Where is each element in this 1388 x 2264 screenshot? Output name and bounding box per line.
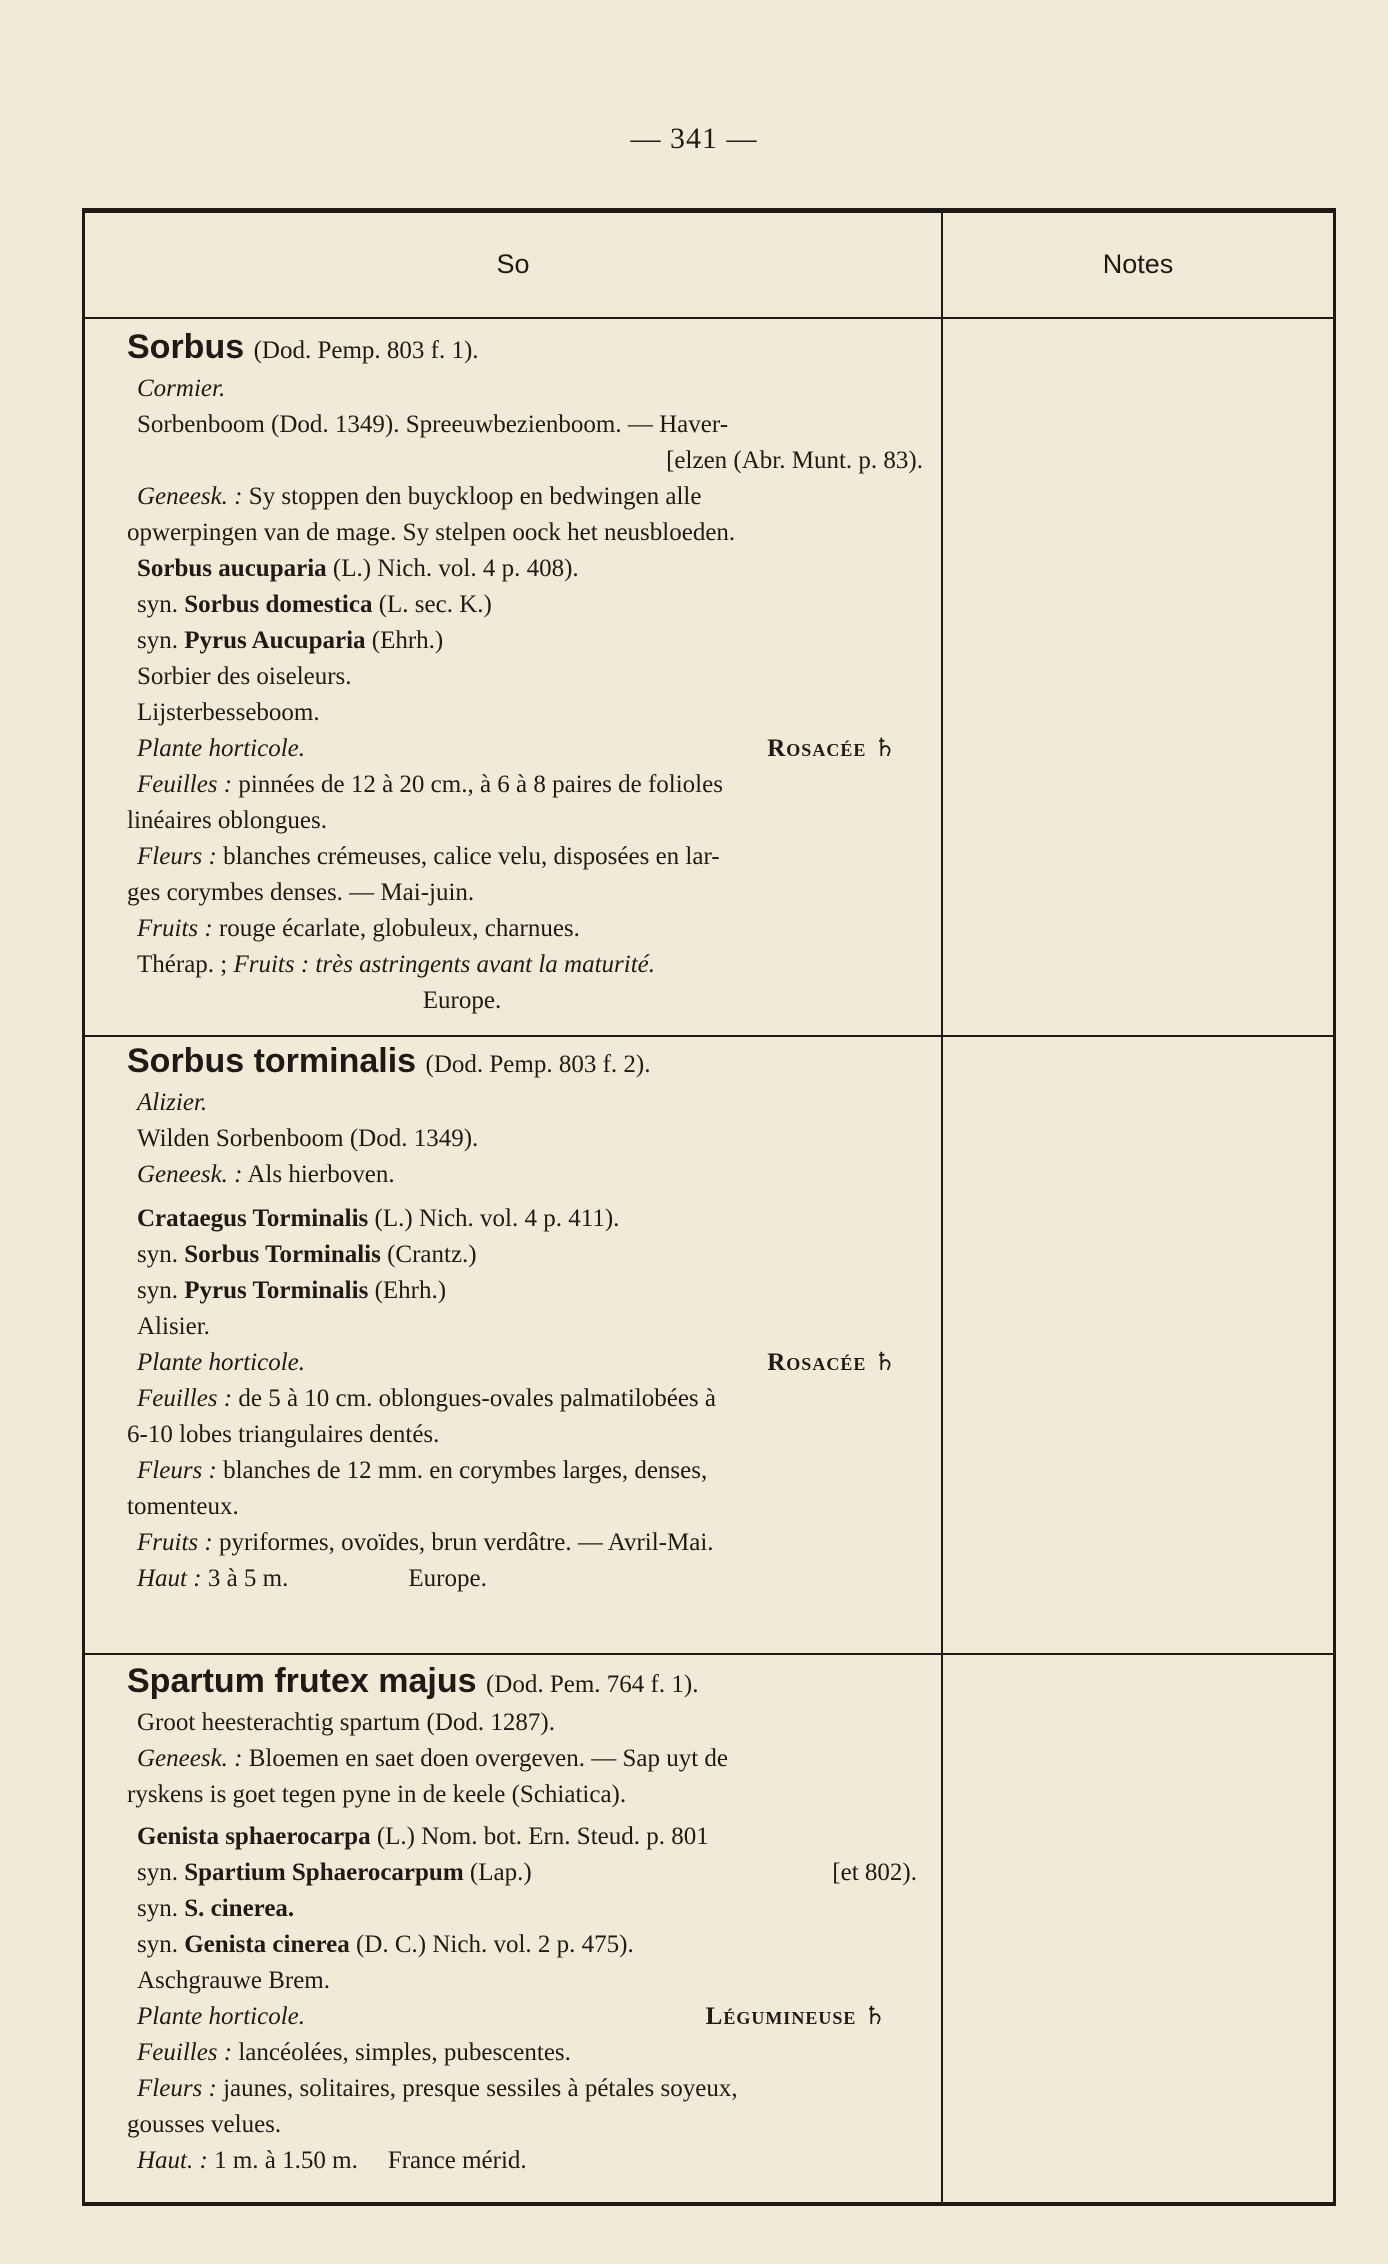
entry-sorbus-torminalis — [127, 1043, 927, 1597]
feuilles-cont: 6-10 lobes triangulaires dentés. — [127, 1421, 440, 1448]
synonym: syn. Pyrus Aucuparia (Ehrh.) — [137, 627, 444, 654]
fleurs-cont: ges corymbes denses. — Mai-juin. — [127, 879, 475, 906]
synonym: syn. Sorbus domestica (L. sec. K.) — [137, 591, 492, 618]
feuilles-line: Feuilles : de 5 à 10 cm. oblongues-ovales palmatilobées à — [137, 1385, 716, 1412]
common-name: Alizier. — [137, 1089, 208, 1116]
family-label: Rosacée ♄ — [767, 1349, 897, 1376]
fleurs-cont: tomenteux. — [127, 1493, 239, 1520]
dutch-names: Groot heesterachtig spartum (Dod. 1287). — [137, 1709, 555, 1736]
synonym: syn. Sorbus Torminalis (Crantz.) — [137, 1241, 477, 1268]
french-name: Sorbier des oiseleurs. — [137, 663, 352, 690]
fruits-line: Fruits : pyriformes, ovoïdes, brun verdâtre. — Avril-Mai. — [137, 1529, 714, 1556]
geneesk-cont: ryskens is goet tegen pyne in de keele (Schiatica). — [127, 1781, 627, 1808]
region: Europe. — [422, 987, 502, 1014]
page-number: — 341 — — [630, 122, 758, 155]
scientific-name: Crataegus Torminalis (L.) Nich. vol. 4 p. 411). — [137, 1205, 620, 1232]
feuilles-cont: linéaires oblongues. — [127, 807, 327, 834]
fleurs-line: Fleurs : blanches crémeuses, calice velu, disposées en lar- — [137, 843, 720, 870]
feuilles-line: Feuilles : lancéolées, simples, pubescentes. — [137, 2039, 571, 2066]
french-name: Alisier. — [137, 1313, 210, 1340]
geneesk-line: Geneesk. : Sy stoppen den buyckloop en bedwingen alle — [137, 483, 702, 510]
scientific-name: Sorbus aucuparia (L.) Nich. vol. 4 p. 408). — [137, 555, 579, 582]
column-header-notes: Notes — [1102, 249, 1174, 279]
geneesk-line: Geneesk. : Bloemen en saet doen overgeven. — Sap uyt de — [137, 1745, 729, 1772]
column-divider — [941, 213, 943, 2202]
entry-title: Sorbus torminalis (Dod. Pemp. 803 f. 2). — [127, 1042, 651, 1080]
entry-sorbus — [127, 329, 927, 1019]
family-label: Rosacée ♄ — [767, 735, 897, 762]
entry-title: Sorbus (Dod. Pemp. 803 f. 1). — [127, 328, 479, 366]
fleurs-line: Fleurs : blanches de 12 mm. en corymbes larges, denses, — [137, 1457, 708, 1484]
row-divider — [85, 1035, 1333, 1037]
dutch-names: Sorbenboom (Dod. 1349). Spreeuwbezienboom. — Haver- — [137, 411, 729, 438]
scientific-name: Genista sphaerocarpa (L.) Nom. bot. Ern. Steud. p. 801 — [137, 1823, 709, 1850]
dutch-names: Wilden Sorbenboom (Dod. 1349). — [137, 1125, 479, 1152]
row-divider — [85, 1653, 1333, 1655]
geneesk-cont: opwerpingen van de mage. Sy stelpen oock het neusbloeden. — [127, 519, 736, 546]
therap-line: Thérap. ; Fruits : très astringents avant la maturité. — [137, 951, 656, 978]
synonym: syn. Spartium Sphaerocarpum (Lap.) [et 802). — [137, 1859, 917, 1886]
common-name: Cormier. — [137, 375, 226, 402]
fruits-line: Fruits : rouge écarlate, globuleux, charnues. — [137, 915, 580, 942]
synonym: syn. Pyrus Torminalis (Ehrh.) — [137, 1277, 447, 1304]
fleurs-line: Fleurs : jaunes, solitaires, presque sessiles à pétales soyeux, — [137, 2075, 738, 2102]
dutch-name: Aschgrauwe Brem. — [137, 1967, 330, 1994]
haut-line: Haut. : 1 m. à 1.50 m. France mérid. — [137, 2147, 527, 2174]
plant-family-line: Plante horticole. Rosacée ♄ — [127, 1345, 927, 1381]
region: Europe. — [408, 1565, 487, 1592]
family-label: Légumineuse ♄ — [705, 2003, 887, 2030]
dutch-name: Lijsterbesseboom. — [137, 699, 320, 726]
feuilles-line: Feuilles : pinnées de 12 à 20 cm., à 6 à 8 paires de folioles — [137, 771, 723, 798]
plant-family-line: Plante horticole. Légumineuse ♄ — [127, 1999, 927, 2035]
haut-line: Haut : 3 à 5 m. Europe. — [137, 1565, 487, 1592]
geneesk-line: Geneesk. : Als hierboven. — [137, 1161, 395, 1188]
synonym: syn. Genista cinerea (D. C.) Nich. vol. 2 p. 475). — [137, 1931, 634, 1958]
species-table — [82, 208, 1336, 2206]
region: France mérid. — [387, 2147, 527, 2174]
dutch-names-cont: [elzen (Abr. Munt. p. 83). — [666, 447, 923, 474]
entry-spartum-frutex-majus — [127, 1663, 927, 2179]
synonym: syn. S. cinerea. — [137, 1895, 295, 1922]
plant-family-line: Plante horticole. Rosacée ♄ — [127, 731, 927, 767]
entry-title: Spartum frutex majus (Dod. Pem. 764 f. 1). — [127, 1662, 699, 1700]
column-header-so: So — [496, 249, 530, 279]
fleurs-cont: gousses velues. — [127, 2111, 282, 2138]
header-divider — [85, 317, 1333, 319]
